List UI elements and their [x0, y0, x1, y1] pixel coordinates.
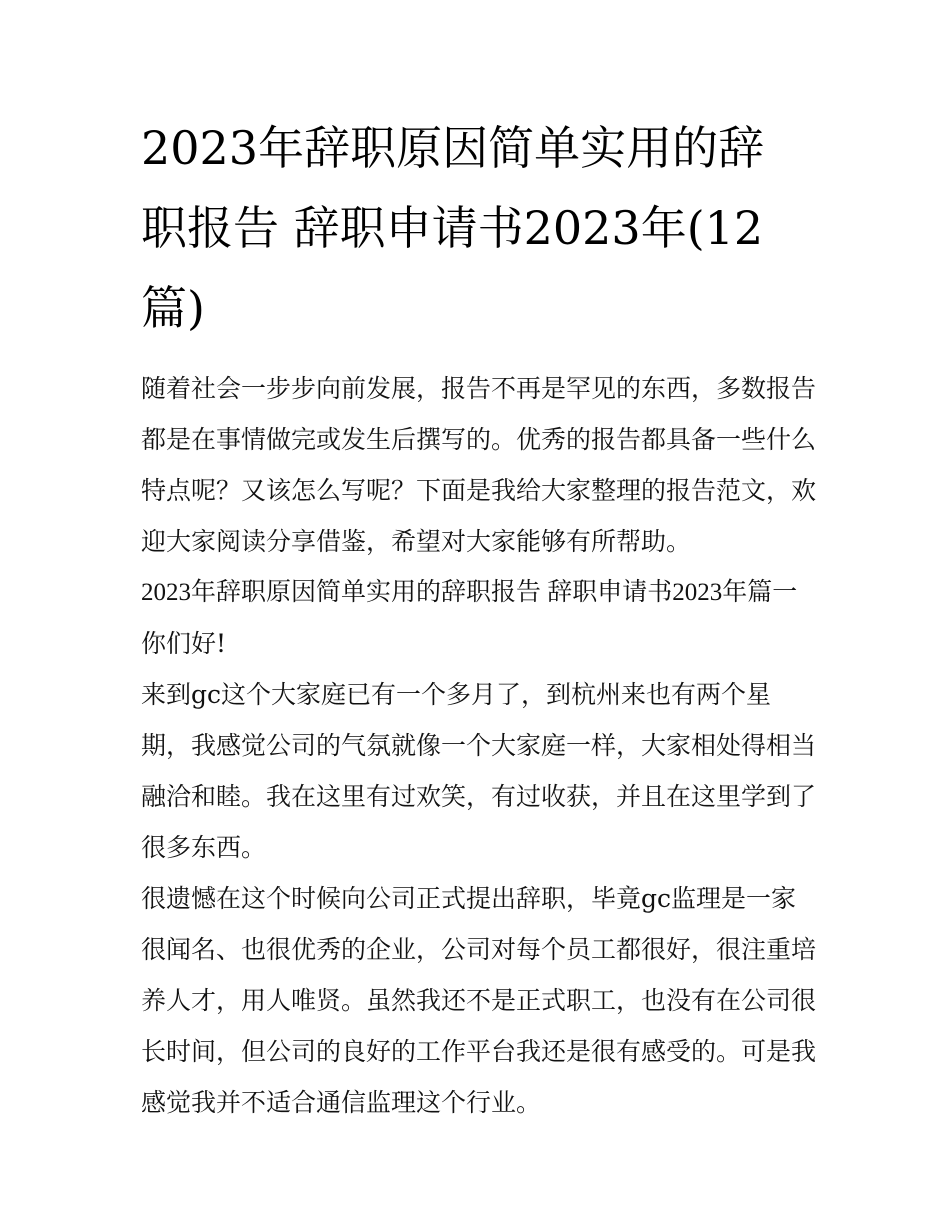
- text-line: 融洽和睦。我在这里有过欢笑，有过收获，并且在这里学到了: [141, 782, 817, 811]
- text-line: 很遗憾在这个时候向公司正式提出辞职，毕竟gc监理是一家: [141, 884, 797, 913]
- text-line: 长时间，但公司的良好的工作平台我还是很有感受的。可是我: [141, 1037, 817, 1066]
- text-line: 来到gc这个大家庭已有一个多月了，到杭州来也有两个星: [141, 680, 772, 709]
- title-line-1: 2023年辞职原因简单实用的辞: [141, 121, 765, 175]
- title-line-2: 职报告 辞职申请书2023年(12: [141, 201, 764, 255]
- text-line: 感觉我并不适合通信监理这个行业。: [141, 1088, 542, 1117]
- text-line: 养人才，用人唯贤。虽然我还不是正式职工，也没有在公司很: [141, 986, 817, 1015]
- text-line: 特点呢？又该怎么写呢？下面是我给大家整理的报告范文，欢: [141, 476, 817, 505]
- text-line: 很闻名、也很优秀的企业，公司对每个员工都很好，很注重培: [141, 935, 817, 964]
- document-body: [141, 363, 821, 1128]
- intro-paragraph: [141, 363, 821, 567]
- text-line: 迎大家阅读分享借鉴，希望对大家能够有所帮助。: [141, 527, 692, 556]
- text-line: 你们好!: [141, 629, 227, 658]
- body-paragraph-2: [141, 873, 821, 1128]
- text-line: 期，我感觉公司的气氛就像一个大家庭一样，大家相处得相当: [141, 731, 817, 760]
- document-content: [141, 108, 821, 1128]
- text-line: 都是在事情做完或发生后撰写的。优秀的报告都具备一些什么: [141, 425, 817, 454]
- document-title: [141, 108, 821, 348]
- text-line: 随着社会一步步向前发展，报告不再是罕见的东西，多数报告: [141, 374, 817, 403]
- section-heading: [141, 567, 821, 618]
- text-line: 很多东西。: [141, 833, 267, 862]
- body-paragraph-1: [141, 669, 821, 873]
- title-line-3: 篇): [141, 281, 205, 335]
- salutation: [141, 618, 821, 669]
- text-line: 2023年辞职原因简单实用的辞职报告 辞职申请书2023年篇一: [141, 579, 798, 606]
